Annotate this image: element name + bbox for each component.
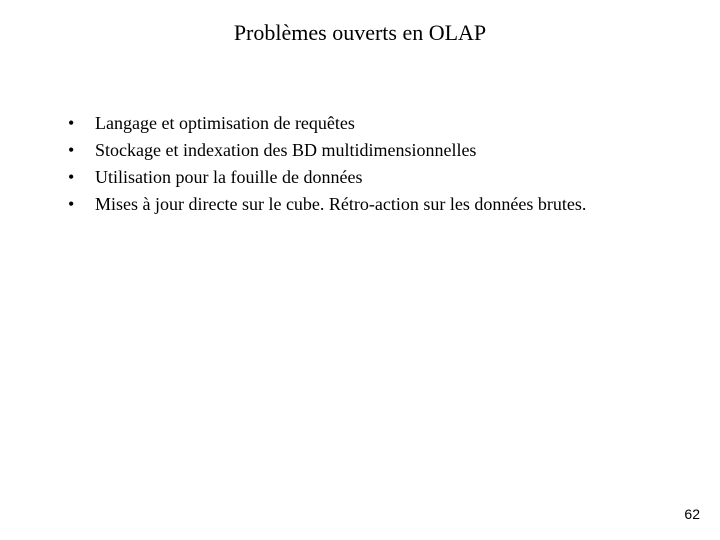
bullet-icon: •	[68, 140, 75, 160]
bullet-item	[68, 191, 586, 218]
bullet-item	[68, 137, 586, 164]
bullet-item	[68, 110, 586, 137]
bullet-icon: •	[68, 194, 75, 214]
bullet-text: Stockage et indexation des BD multidimensionnelles	[95, 140, 477, 160]
bullet-item	[68, 164, 586, 191]
bullet-icon: •	[68, 113, 75, 133]
bullet-icon: •	[68, 167, 75, 187]
bullet-text: Mises à jour directe sur le cube. Rétro-action sur les données brutes.	[95, 194, 587, 214]
bullet-text: Langage et optimisation de requêtes	[95, 113, 355, 133]
bullet-text: Utilisation pour la fouille de données	[95, 167, 363, 187]
slide-title: Problèmes ouverts en OLAP	[233, 20, 487, 45]
bullet-list	[68, 110, 586, 218]
page-number: 62	[684, 506, 700, 522]
